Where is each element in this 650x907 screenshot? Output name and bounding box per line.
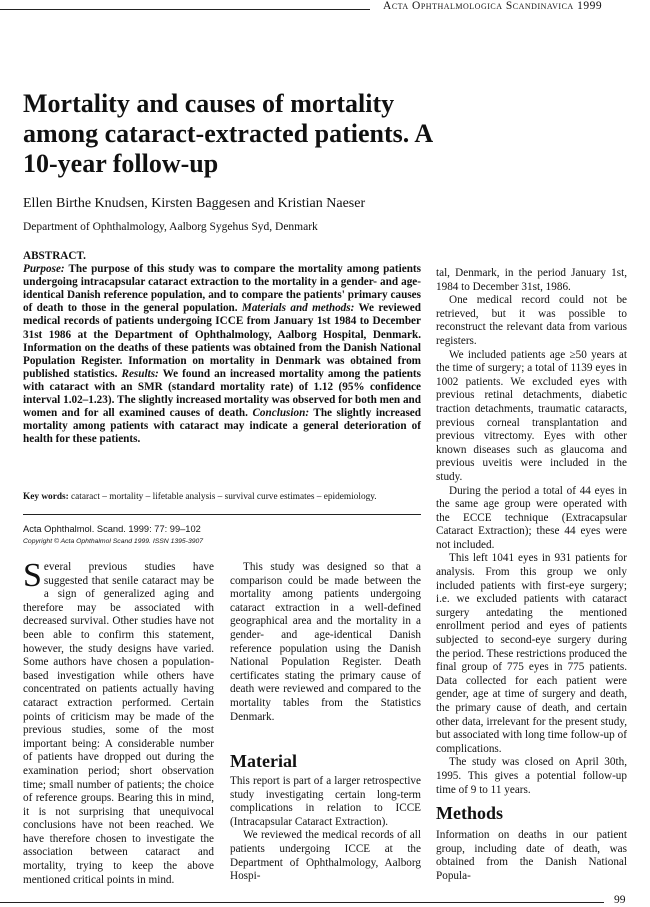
paragraph: This study was designed so that a comparison could be made between the mortality among patients undergoing cataract extraction in a well-defined geographical area and the mortality in a gender- and age-identical Danish reference population using the Danish National Population Register. Death certificates stating the primary cause of death were reviewed and compared to the mortality tables from the Statistics Denmark.	[230, 561, 421, 723]
abstract-heading: ABSTRACT.	[23, 250, 86, 262]
abstract-rule	[23, 514, 421, 515]
paragraph: The study was closed on April 30th, 1995. This gives a potential follow-up time of 9 to 11 years.	[436, 756, 627, 796]
abstract	[23, 250, 421, 446]
article-title: Mortality and causes of mortality among cataract-extracted patients. A 10-year follow-up	[23, 89, 432, 178]
abstract-purpose-label: Purpose:	[23, 263, 65, 276]
abstract-results-label: Results:	[121, 367, 159, 380]
paragraph: tal, Denmark, in the period January 1st, 1984 to December 31st, 1986.	[436, 267, 627, 293]
header-rule	[0, 9, 370, 10]
article-authors: Ellen Birthe Knudsen, Kirsten Baggesen and Kristian Naeser	[23, 196, 366, 211]
methods-section	[436, 829, 627, 883]
journal-year: 1999	[577, 0, 603, 12]
abstract-conclusion-label: Conclusion:	[252, 407, 310, 420]
paragraph: This left 1041 eyes in 931 patients for analysis. From this group we only included patients with first-eye surgery; i.e. we excluded patients with cataract surgery antedating the mentioned enrollment period and eyes of patients subjected to second-eye surgery during the period. These restrictions produced the final group of 775 eyes in 775 patients. Data collected for each patient were gender, age at time of surgery and death, the primary cause of death, and certain other data, irrelevant for the present study, but associated with long time follow-up of complications.	[436, 552, 627, 755]
paragraph: We reviewed the medical records of all patients undergoing ICCE at the Department of Ophthalmology, Aalborg Hospi-	[230, 829, 421, 883]
body-column-3	[436, 267, 627, 797]
abstract-conclusion-text: The slightly increased mortality among patients with cataract may indicate a general deterioration of health for these patients.	[23, 407, 421, 446]
abstract-methods-label: Materials and methods:	[241, 302, 355, 315]
paragraph: This report is part of a larger retrospective study investigating certain long-term complications in relation to ICCE (Intracapsular Cataract Extraction).	[230, 775, 421, 828]
section-heading-methods: Methods	[436, 803, 503, 823]
drop-cap: S	[23, 557, 42, 594]
copyright: Copyright © Acta Ophthalmol Scand 1999. ISSN 1395-3907	[23, 538, 204, 545]
running-header	[383, 0, 602, 12]
paragraph: We included patients age ≥50 years at the time of surgery; a total of 1139 eyes in 1002 patients. We excluded eyes with previous retinal detachments, diabetic traction detachments, traumatic cataracts, previous corneal transplantation and previous vitrectomy. Eyes with other known diseases such as glaucoma and previous uveitis were included in the study.	[436, 348, 627, 483]
abstract-results-text: We found an increased mortality among the patients with cataract with an SMR (standard mortality rate) of 1.12 (95% confidence interval 1.02–1.23). The slightly increased mortality was observed for both men and women and for all examined causes of death.	[23, 367, 422, 420]
material-section	[230, 775, 421, 884]
body-column-1	[23, 557, 214, 887]
page-number: 99	[614, 894, 626, 906]
paragraph: Information on deaths in our patient group, including date of death, was obtained from the Danish National Popula-	[436, 829, 627, 882]
intro-paragraph: Several previous studies have suggested that senile cataract may be a sign of generalized aging and therefore may be associated with decreased survival. Other studies have not been able to confirm this statement, however, the study designs have varied. Some authors have chosen a population-based investigation while others have concentrated on patients actually having cataract extraction performed. Certain points of criticism may be made of the previous studies, some of the most important being: A considerable number of patients have dropped out during the examination period; short observation time; small number of patients; the choice of reference groups. Bearing this in mind, it is not surprising that unequivocal conclusions have not been reached. We have therefore chosen to investigate the association between cataract and mortality, trying to keep the above mentioned critical points in mind.	[23, 557, 214, 886]
paragraph: One medical record could not be retrieved, but it was possible to reconstruct the relevant data from various registers.	[436, 294, 627, 347]
body-column-2	[230, 561, 421, 724]
citation: Acta Ophthalmol. Scand. 1999: 77: 99–102	[23, 524, 201, 534]
abstract-purpose-text: The purpose of this study was to compare the mortality among patients undergoing intracapsular cataract extraction to the mortality in a gender- and age-identical Danish reference population, and to compare the patients' primary causes of death to those in the general population.	[23, 263, 421, 315]
footer-rule	[0, 902, 604, 903]
section-heading-material: Material	[230, 751, 297, 771]
abstract-methods-text: We reviewed medical records of patients undergoing ICCE from January 1st 1984 to December 31st 1986 at the Department of Ophthalmology, Aalborg Hospital, Denmark. Information on the deaths of these patients was obtained from the Danish National Population Register. Information on mortality in Denmark was obtained from published statistics.	[23, 302, 421, 380]
keywords-label: Key words:	[23, 492, 69, 502]
keywords-text: cataract – mortality – lifetable analysis – survival curve estimates – epidemiology.	[71, 492, 377, 502]
keywords	[23, 492, 421, 502]
article-affiliation: Department of Ophthalmology, Aalborg Sygehus Syd, Denmark	[23, 221, 318, 233]
paragraph: During the period a total of 44 eyes in the same age group were operated with the ECCE technique (Extracapsular Cataract Extraction); these 44 eyes were not included.	[436, 484, 627, 551]
journal-name: Acta Ophthalmologica Scandinavica	[383, 0, 574, 12]
